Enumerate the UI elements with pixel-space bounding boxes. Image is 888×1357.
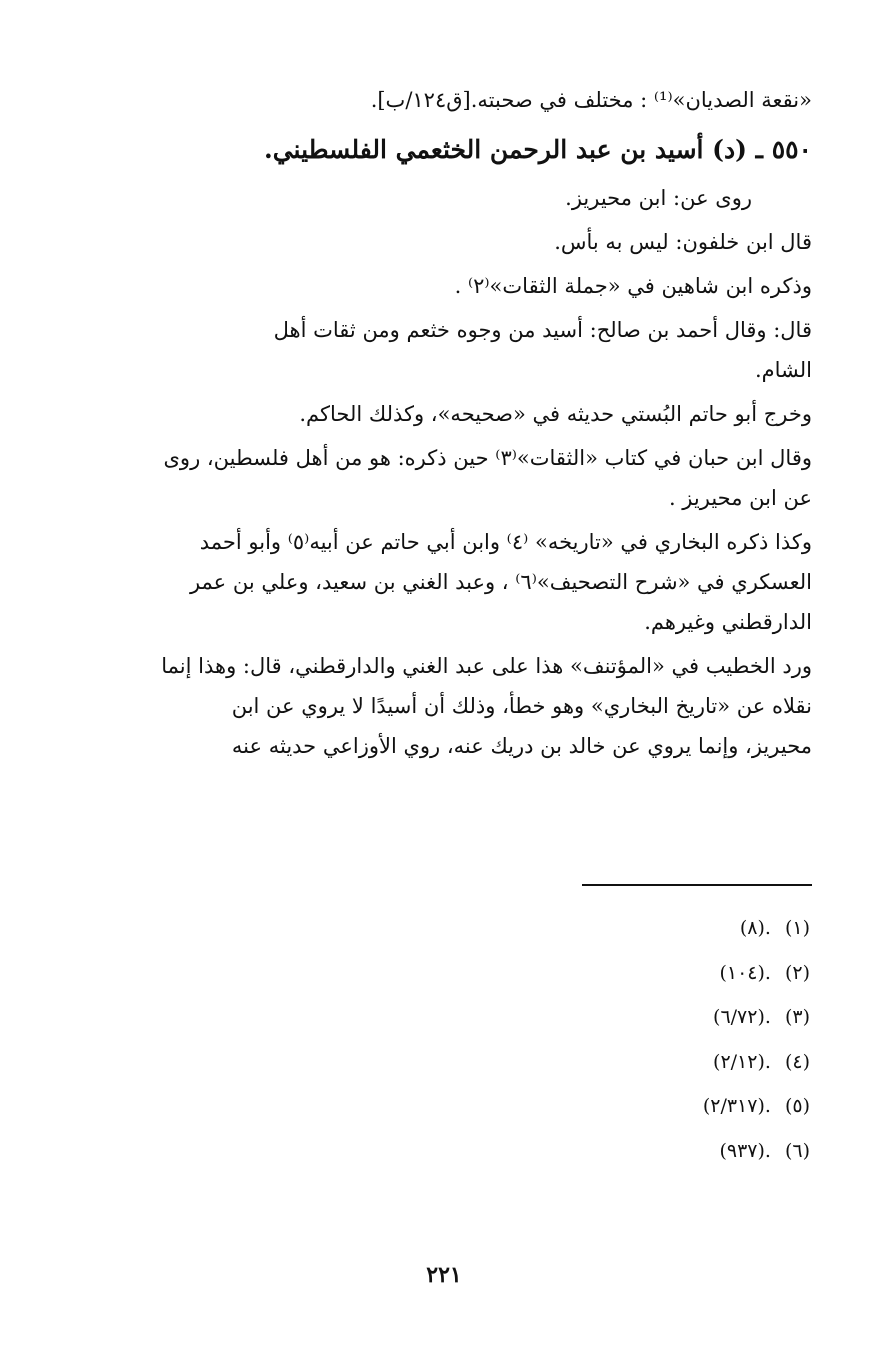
- paragraph: [108, 522, 812, 642]
- text-line: ورد الخطيب في «المؤتنف» هذا على عبد الغني والدارقطني، قال: وهذا إنما: [161, 654, 812, 678]
- paragraph: [108, 310, 812, 390]
- text-line: وخرج أبو حاتم البُستي حديثه في «صحيحه»، وكذلك الحاكم.: [299, 402, 812, 426]
- text-line: «نقعة الصديان»⁽¹⁾ : مختلف في صحبته.[ق١٢٤/ب].: [370, 88, 812, 112]
- footnote-number: (١): [784, 917, 810, 939]
- paragraph: [108, 646, 812, 766]
- footnote-number: (٥): [784, 1095, 810, 1117]
- footnote-text: .(٢/١٢): [713, 1050, 771, 1073]
- footnote-item: [703, 995, 810, 1040]
- footnote-item: [703, 1084, 810, 1129]
- text-line: قال: وقال أحمد بن صالح: أسيد من وجوه خثعم ومن ثقات أهل: [273, 318, 812, 342]
- footnote-item: [703, 1129, 810, 1174]
- footnote-number: (٤): [784, 1050, 810, 1073]
- text-line: وذكره ابن شاهين في «جملة الثقات»⁽٢⁾ .: [454, 274, 812, 298]
- text-line: نقلاه عن «تاريخ البخاري» وهو خطأ، وذلك أن أسيدًا لا يروي عن ابن: [231, 694, 812, 718]
- footnotes: [703, 906, 810, 1173]
- text-line: الدارقطني وغيرهم.: [644, 610, 812, 634]
- footnote-text: .(٢/٣١٧): [702, 1095, 771, 1117]
- text-line: وكذا ذكره البخاري في «تاريخه» ⁽٤⁾ وابن أبي حاتم عن أبيه⁽٥⁾ وأبو أحمد: [199, 530, 812, 554]
- text-line: روى عن: ابن محيريز.: [565, 186, 752, 210]
- footnote-number: (٣): [784, 1006, 810, 1028]
- footnote-item: [703, 951, 810, 996]
- text-line: قال ابن خلفون: ليس به بأس.: [554, 230, 812, 254]
- footnote-text: .(١٠٤): [719, 961, 771, 984]
- footnote-number: (٢): [784, 961, 810, 984]
- main-text: [108, 80, 812, 766]
- text-line: وقال ابن حبان في كتاب «الثقات»⁽٣⁾ حين ذكره: هو من أهل فلسطين، روى: [163, 446, 812, 470]
- footnote-item: [703, 906, 810, 951]
- page-number: ٢٢١: [426, 1262, 462, 1288]
- text-line: محيريز، وإنما يروي عن خالد بن دريك عنه، روي الأوزاعي حديثه عنه: [231, 734, 812, 758]
- footnote-text: .(٩٣٧): [719, 1139, 771, 1162]
- footnote-text: .(٨): [739, 917, 771, 939]
- footnote-number: (٦): [784, 1139, 810, 1162]
- entry-title: ٥٥٠ ـ (د) أسيد بن عبد الرحمن الخثعمي الفلسطيني.: [264, 135, 812, 164]
- text-line: الشام.: [754, 358, 812, 382]
- footnote-item: [703, 1040, 810, 1085]
- text-line: عن ابن محيريز .: [668, 486, 812, 510]
- paragraph: [108, 438, 812, 518]
- text-line: العسكري في «شرح التصحيف»⁽٦⁾ ، وعبد الغني بن سعيد، وعلي بن عمر: [189, 570, 812, 594]
- footnote-text: .(٦/٧٢): [713, 1006, 771, 1028]
- footnote-separator: [582, 884, 812, 886]
